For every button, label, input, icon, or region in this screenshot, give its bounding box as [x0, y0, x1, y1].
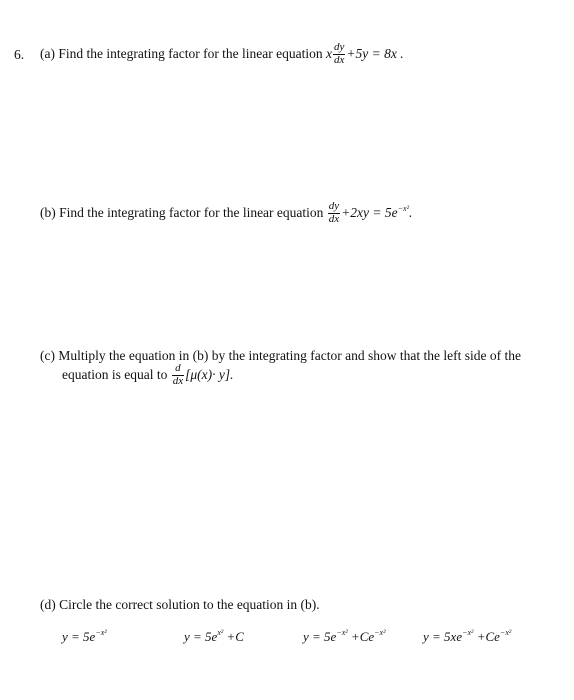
- part-b-label: (b): [40, 205, 56, 221]
- part-a-eq-prefix: x: [326, 46, 333, 62]
- part-a-frac-num: dy: [334, 41, 345, 53]
- choice-3[interactable]: [303, 629, 386, 645]
- choice-4-exp2: −x²: [499, 628, 512, 637]
- choice-1[interactable]: [62, 629, 107, 645]
- part-a-label: (a): [40, 46, 55, 62]
- choice-2-exp: x²: [217, 628, 224, 637]
- part-b: [40, 202, 412, 226]
- choice-3-tail: +Ce: [347, 629, 375, 644]
- choice-3-exp: −x²: [336, 628, 348, 637]
- part-c-line1: [40, 349, 521, 363]
- choice-1-base: y = 5e: [62, 629, 96, 644]
- part-c-frac-den: dx: [172, 374, 184, 387]
- choice-2[interactable]: [184, 629, 244, 645]
- part-b-text: Find the integrating factor for the linear equation: [59, 205, 324, 221]
- part-c-expr: [μ(x)· y].: [185, 367, 234, 383]
- choice-3-exp2: −x²: [374, 628, 386, 637]
- part-b-derivative: [328, 201, 340, 225]
- part-d: [40, 598, 320, 612]
- part-b-exponent: −x²: [397, 204, 409, 214]
- part-a: [40, 43, 404, 67]
- part-d-text: Circle the correct solution to the equation in (b).: [59, 597, 320, 612]
- part-c-label: (c): [40, 348, 55, 363]
- choice-4[interactable]: [423, 629, 511, 645]
- choice-2-tail: +C: [223, 629, 244, 644]
- part-c-line2: [62, 364, 234, 388]
- choice-4-base: y = 5xe: [423, 629, 463, 644]
- part-b-eq-suffix: +2xy = 5e: [341, 205, 398, 221]
- part-a-text: Find the integrating factor for the linear equation: [58, 46, 323, 62]
- choice-4-tail: +Ce: [473, 629, 500, 644]
- part-a-frac-den: dx: [334, 53, 345, 66]
- choice-4-exp: −x²: [462, 628, 474, 637]
- part-a-derivative: [333, 42, 345, 66]
- problem-number: 6.: [14, 47, 25, 62]
- choice-3-base: y = 5e: [303, 629, 337, 644]
- part-c-derivative: [172, 363, 184, 387]
- part-d-label: (d): [40, 597, 56, 612]
- part-b-frac-num: dy: [328, 200, 340, 212]
- part-c-text: Multiply the equation in (b) by the integrating factor and show that the left side of the: [58, 348, 521, 363]
- part-b-frac-den: dx: [328, 212, 340, 225]
- part-c-frac-num: d: [172, 363, 184, 376]
- part-c-line2-text: equation is equal to: [62, 367, 168, 383]
- choice-1-exp: −x²: [95, 628, 107, 637]
- choice-2-base: y = 5e: [184, 629, 218, 644]
- part-b-end: .: [409, 205, 413, 221]
- part-a-eq-suffix: +5y = 8x .: [346, 46, 404, 62]
